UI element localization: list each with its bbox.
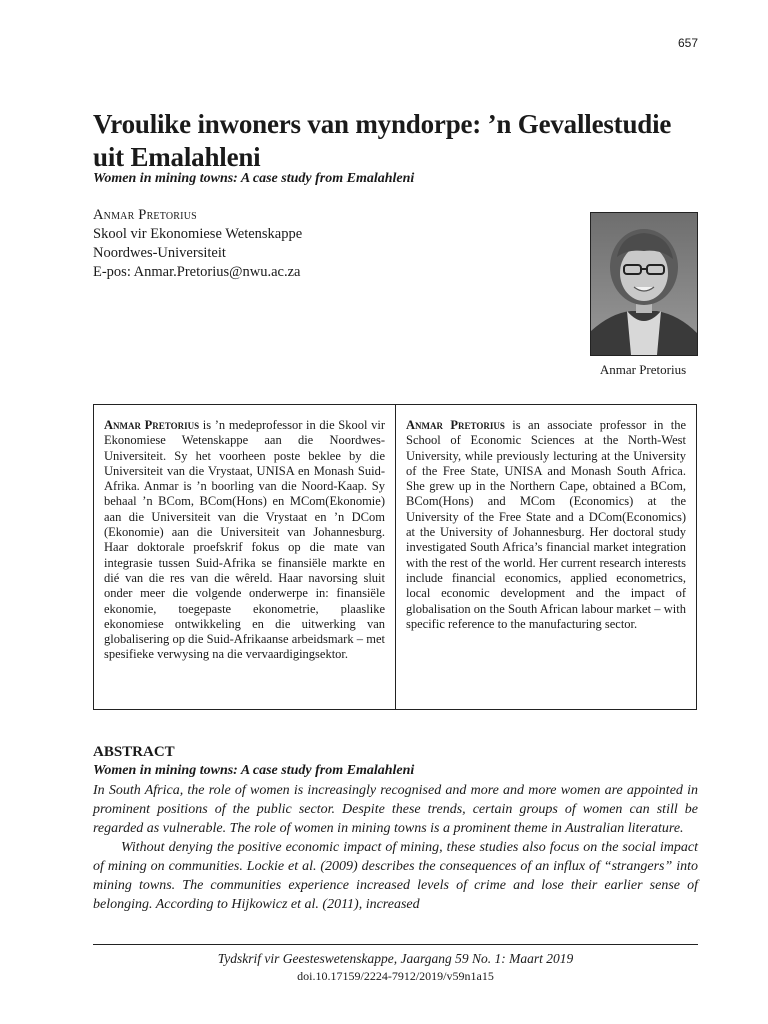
abstract-subtitle: Women in mining towns: A case study from Emalahleni <box>93 763 415 778</box>
doi-link[interactable]: doi.10.17159/2224-7912/2019/v59n1a15 <box>297 969 494 983</box>
author-name: Anmar Pretorius <box>93 207 197 223</box>
author-photo <box>590 212 698 356</box>
author-email: E-pos: Anmar.Pretorius@nwu.ac.za <box>93 264 301 280</box>
biography-box <box>93 404 697 710</box>
abstract-body <box>93 781 698 914</box>
biography-english <box>395 405 696 709</box>
author-block <box>93 206 553 282</box>
footer-divider <box>93 944 698 945</box>
bio-text-af: is ’n medeprofessor in die Skool vir Ekonomiese Wetenskappe aan die Noordwes-Universiteit. Sy het voorheen poste beklee by die Universiteit van die Vrystaat, UNISA en Monash Suid-Afrika. Anmar is ’n boorling van die Noord-Kaap. Sy behaal ’n BCom, BCom(Hons) en MCom(Ekonomie) aan die Universiteit van die Vrystaat en ’n DCom (Ekonomie) aan die Universiteit van Johannesburg. Haar doktorale proefskrif fokus op die mate van integrasie tussen Suid-Afrika se finansiële markte en dié van die res van die wêreld. Haar navorsing sluit onder meer die volgende onderwerpe in: finansiële ekonomie, toegepaste ekonometrie, plaaslike ekonomiese ontwikkeling en die uitwerking van globalisering op die Suid-Afrikaanse arbeidsmark – met spesifieke verwysing na die vervaardigingsektor. <box>104 418 386 662</box>
bio-author-name-en: Anmar Pretorius <box>406 418 505 432</box>
abstract-heading: ABSTRACT <box>93 744 175 760</box>
author-university: Noordwes-Universiteit <box>93 245 226 261</box>
bio-text-en: is an associate professor in the School of Economic Sciences at the North-West University, while previously lecturing at the University of the Free State, UNISA and Monash South Africa. She grew up in the Northern Cape, obtained a BCom, BCom(Hons) and MCom (Economics) at the University of the Free State and a DCom(Economics) at the University of Johannesburg. Her doctoral study investigated South Africa’s financial market integration with the rest of the world. Her current research interests include financial economics, applied econometrics, local economic development and the impact of globalisation on the South African labour market – with specific reference to the manufacturing sector. <box>406 418 686 631</box>
author-school: Skool vir Ekonomiese Wetenskappe <box>93 226 303 242</box>
article-subtitle: Women in mining towns: A case study from Emalahleni <box>93 171 415 186</box>
photo-caption: Anmar Pretorius <box>599 362 687 377</box>
abstract-paragraph: In South Africa, the role of women is increasingly recognised and more and more women are appointed in prominent positions of the public sector. Despite these trends, certain groups of women can still be regarded as vulnerable. The role of women in mining towns is a prominent theme in Australian literature. <box>93 783 698 836</box>
abstract-paragraph: Without denying the positive economic impact of mining, these studies also focus on the social impact of mining on communities. Lockie et al. (2009) describes the consequences of an influx of “strangers” into mining towns. The communities experience increased levels of crime and lose their earlier sense of belonging. According to Hijkowicz et al. (2011), increased <box>93 840 698 912</box>
journal-citation: Tydskrif vir Geesteswetenskappe, Jaargang 59 No. 1: Maart 2019 <box>217 951 574 966</box>
author-portrait-image <box>591 213 697 355</box>
page-number: 657 <box>677 36 698 50</box>
biography-afrikaans <box>94 405 395 709</box>
article-title: Vroulike inwoners van myndorpe: ’n Gevallestudie uit Emalahleni <box>93 109 672 172</box>
bio-author-name-af: Anmar Pretorius <box>104 418 200 432</box>
